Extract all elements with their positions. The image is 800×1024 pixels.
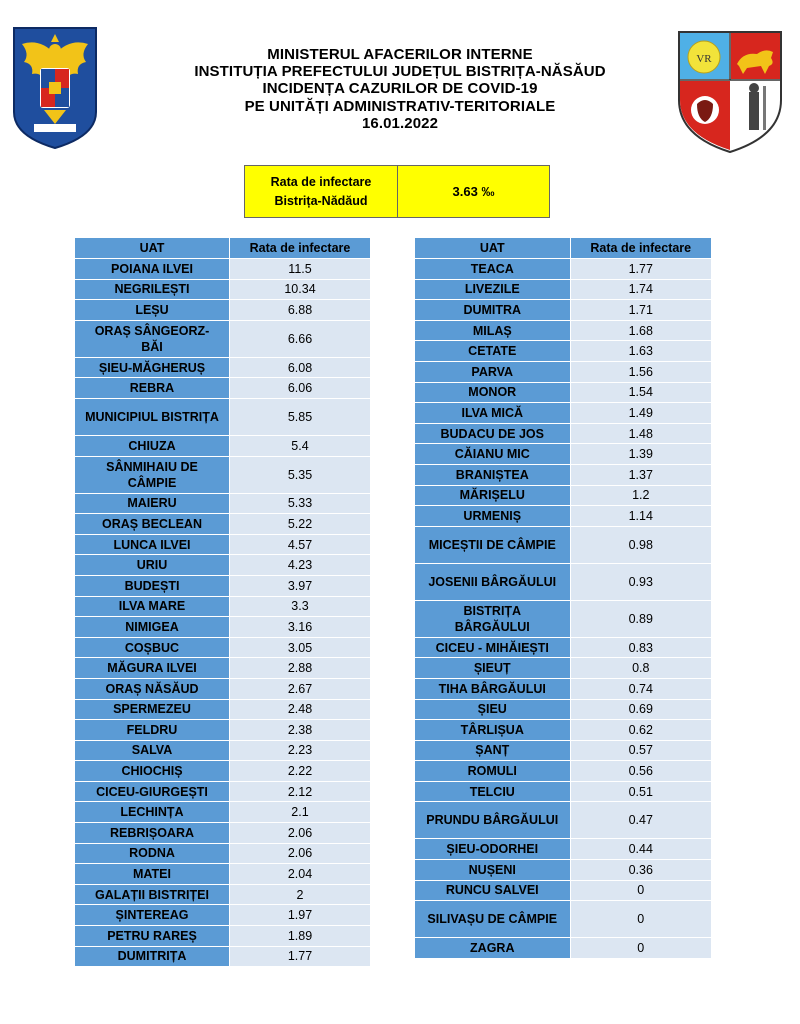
uat-name-cell: LUNCA ILVEI [75, 534, 230, 555]
uat-name-cell: LIVEZILE [415, 279, 571, 300]
uat-name-cell: REBRA [75, 378, 230, 399]
table-row [75, 884, 371, 905]
infection-rate-cell: 3.3 [230, 596, 371, 617]
infection-rate-cell: 3.97 [230, 575, 371, 596]
table-row [75, 699, 371, 720]
table-row [415, 699, 712, 720]
table-row [415, 658, 712, 679]
infection-rate-cell: 1.14 [570, 506, 711, 527]
uat-name-cell: MICEȘTII DE CÂMPIE [415, 526, 571, 563]
infection-rate-cell: 0.93 [570, 563, 711, 600]
right-infection-table [414, 237, 712, 959]
table-row [415, 259, 712, 280]
infection-rate-cell: 6.06 [230, 378, 371, 399]
uat-name-cell: CHIOCHIȘ [75, 761, 230, 782]
table-row [415, 444, 712, 465]
table-row [75, 740, 371, 761]
infection-rate-cell: 0.57 [570, 740, 711, 761]
county-rate-value: 3.63 ‰ [452, 184, 495, 199]
table-row [415, 403, 712, 424]
table-row [75, 279, 371, 300]
column-header-rate: Rata de infectare [230, 238, 371, 259]
uat-name-cell: ȘIEU [415, 699, 571, 720]
column-header-uat: UAT [75, 238, 230, 259]
infection-rate-cell: 1.63 [570, 341, 711, 362]
infection-rate-cell: 0.44 [570, 839, 711, 860]
infection-rate-cell: 1.2 [570, 485, 711, 506]
uat-name-cell: ȘINTEREAG [75, 905, 230, 926]
table-row [415, 600, 712, 637]
uat-name-cell: TELCIU [415, 781, 571, 802]
uat-name-cell: TEACA [415, 259, 571, 280]
uat-name-cell: BUDEȘTI [75, 575, 230, 596]
uat-name-cell: DUMITRA [415, 300, 571, 321]
uat-name-cell: CICEU - MIHĂIEȘTI [415, 637, 571, 658]
infection-rate-cell: 2.1 [230, 802, 371, 823]
infection-rate-cell: 0.56 [570, 761, 711, 782]
document-header [120, 46, 680, 132]
uat-name-cell: DUMITRIȚA [75, 946, 230, 967]
table-row [75, 926, 371, 947]
infection-rate-cell: 6.08 [230, 357, 371, 378]
table-row [415, 880, 712, 901]
header-title: INCIDENȚA CAZURILOR DE COVID-19 [262, 80, 538, 98]
column-header-rate: Rata de infectare [570, 238, 711, 259]
table-row [75, 435, 371, 456]
header-institution: INSTITUȚIA PREFECTULUI JUDEȚUL BISTRIȚA-NĂSĂUD [194, 63, 606, 81]
infection-rate-cell: 2.48 [230, 699, 371, 720]
uat-name-cell: MUNICIPIUL BISTRIȚA [75, 398, 230, 435]
uat-name-cell: PRUNDU BÂRGĂULUI [415, 802, 571, 839]
table-row [75, 720, 371, 741]
table-row [75, 637, 371, 658]
uat-name-cell: NIMIGEA [75, 617, 230, 638]
county-rate-label-line2: Bistrița-Nădăud [274, 193, 368, 208]
table-row [75, 658, 371, 679]
infection-rate-cell: 1.77 [230, 946, 371, 967]
table-row [75, 493, 371, 514]
uat-name-cell: GALAȚII BISTRIȚEI [75, 884, 230, 905]
infection-rate-cell: 1.89 [230, 926, 371, 947]
uat-name-cell: SÂNMIHAIU DE CÂMPIE [75, 456, 230, 493]
table-row [75, 761, 371, 782]
uat-name-cell: MĂRIȘELU [415, 485, 571, 506]
uat-name-cell: CHIUZA [75, 435, 230, 456]
uat-name-cell: CETATE [415, 341, 571, 362]
infection-rate-cell: 5.33 [230, 493, 371, 514]
table-row [75, 259, 371, 280]
infection-rate-cell: 1.39 [570, 444, 711, 465]
infection-rate-cell: 6.66 [230, 320, 371, 357]
county-rate-label-line1: Rata de infectare [270, 174, 372, 189]
table-row [415, 761, 712, 782]
table-row [415, 740, 712, 761]
table-row [415, 361, 712, 382]
uat-name-cell: BISTRIȚA BÂRGĂULUI [415, 600, 571, 637]
uat-name-cell: MATEI [75, 864, 230, 885]
uat-name-cell: BRANIȘTEA [415, 464, 571, 485]
infection-rate-cell: 0.98 [570, 526, 711, 563]
infection-rate-cell: 2.06 [230, 843, 371, 864]
uat-name-cell: ILVA MARE [75, 596, 230, 617]
table-row [415, 464, 712, 485]
table-row [75, 555, 371, 576]
infection-rate-cell: 2.23 [230, 740, 371, 761]
uat-name-cell: URIU [75, 555, 230, 576]
uat-name-cell: ȘIEU-MĂGHERUȘ [75, 357, 230, 378]
uat-name-cell: PARVA [415, 361, 571, 382]
infection-rate-cell: 10.34 [230, 279, 371, 300]
table-row [415, 341, 712, 362]
table-row [75, 398, 371, 435]
table-row [75, 946, 371, 967]
infection-rate-cell: 5.35 [230, 456, 371, 493]
header-subtitle: PE UNITĂȚI ADMINISTRATIV-TERITORIALE [244, 97, 556, 115]
table-row [75, 534, 371, 555]
uat-name-cell: RODNA [75, 843, 230, 864]
uat-name-cell: MILAȘ [415, 320, 571, 341]
table-row [415, 938, 712, 959]
table-row [415, 860, 712, 881]
table-header-row [75, 238, 371, 259]
infection-rate-cell: 5.4 [230, 435, 371, 456]
table-row [75, 864, 371, 885]
infection-rate-cell: 0.62 [570, 720, 711, 741]
uat-name-cell: ROMULI [415, 761, 571, 782]
bistrita-nasaud-coat-of-arms-icon [677, 30, 783, 154]
table-row [75, 823, 371, 844]
table-row [75, 617, 371, 638]
infection-rate-cell: 5.85 [230, 398, 371, 435]
infection-rate-cell: 0.47 [570, 802, 711, 839]
infection-rate-cell: 1.37 [570, 464, 711, 485]
uat-name-cell: ORAȘ SÂNGEORZ-BĂI [75, 320, 230, 357]
table-row [75, 843, 371, 864]
uat-name-cell: FELDRU [75, 720, 230, 741]
uat-name-cell: ORAȘ BECLEAN [75, 514, 230, 535]
table-row [75, 300, 371, 321]
infection-rate-cell: 1.71 [570, 300, 711, 321]
county-infection-rate-box [244, 165, 550, 218]
infection-rate-cell: 3.05 [230, 637, 371, 658]
infection-rate-cell: 2.04 [230, 864, 371, 885]
infection-rate-cell: 0.89 [570, 600, 711, 637]
uat-name-cell: RUNCU SALVEI [415, 880, 571, 901]
table-row [75, 596, 371, 617]
infection-rate-cell: 2.38 [230, 720, 371, 741]
uat-name-cell: MAIERU [75, 493, 230, 514]
infection-rate-cell: 0 [570, 901, 711, 938]
infection-rate-cell: 1.97 [230, 905, 371, 926]
infection-rate-cell: 0.83 [570, 637, 711, 658]
uat-name-cell: MĂGURA ILVEI [75, 658, 230, 679]
header-ministry: MINISTERUL AFACERILOR INTERNE [267, 46, 533, 63]
table-row [75, 456, 371, 493]
infection-rate-cell: 5.22 [230, 514, 371, 535]
uat-name-cell: ȘIEUȚ [415, 658, 571, 679]
table-row [415, 637, 712, 658]
uat-name-cell: POIANA ILVEI [75, 259, 230, 280]
infection-rate-cell: 1.68 [570, 320, 711, 341]
uat-name-cell: PETRU RAREȘ [75, 926, 230, 947]
table-row [415, 526, 712, 563]
table-row [415, 382, 712, 403]
table-row [415, 320, 712, 341]
left-infection-table [74, 237, 371, 967]
infection-rate-cell: 4.23 [230, 555, 371, 576]
uat-name-cell: CICEU-GIURGEȘTI [75, 781, 230, 802]
uat-name-cell: SALVA [75, 740, 230, 761]
header-date: 16.01.2022 [361, 114, 439, 132]
infection-rate-cell: 0.8 [570, 658, 711, 679]
infection-rate-cell: 1.74 [570, 279, 711, 300]
uat-name-cell: NEGRILEȘTI [75, 279, 230, 300]
infection-rate-cell: 3.16 [230, 617, 371, 638]
infection-rate-cell: 6.88 [230, 300, 371, 321]
infection-rate-cell: 1.77 [570, 259, 711, 280]
mai-coat-of-arms-icon [10, 24, 100, 152]
uat-name-cell: ORAȘ NĂSĂUD [75, 678, 230, 699]
table-row [75, 575, 371, 596]
uat-name-cell: ȘIEU-ODORHEI [415, 839, 571, 860]
uat-name-cell: LEȘU [75, 300, 230, 321]
uat-name-cell: TIHA BÂRGĂULUI [415, 678, 571, 699]
uat-name-cell: CĂIANU MIC [415, 444, 571, 465]
infection-rate-cell: 2 [230, 884, 371, 905]
table-row [415, 839, 712, 860]
uat-name-cell: BUDACU DE JOS [415, 423, 571, 444]
table-row [415, 678, 712, 699]
infection-rate-cell: 2.12 [230, 781, 371, 802]
table-row [415, 563, 712, 600]
infection-rate-cell: 0.51 [570, 781, 711, 802]
uat-name-cell: TÂRLIȘUA [415, 720, 571, 741]
infection-rate-cell: 0 [570, 880, 711, 901]
infection-rate-cell: 1.54 [570, 382, 711, 403]
table-row [415, 279, 712, 300]
infection-rate-cell: 4.57 [230, 534, 371, 555]
table-row [75, 678, 371, 699]
table-row [75, 378, 371, 399]
table-row [415, 423, 712, 444]
infection-rate-cell: 2.88 [230, 658, 371, 679]
uat-name-cell: SILIVAȘU DE CÂMPIE [415, 901, 571, 938]
table-row [75, 802, 371, 823]
uat-name-cell: ILVA MICĂ [415, 403, 571, 424]
table-row [415, 506, 712, 527]
svg-text:VR: VR [696, 53, 712, 65]
infection-rate-cell: 0.36 [570, 860, 711, 881]
infection-rate-cell: 0 [570, 938, 711, 959]
infection-rate-cell: 2.06 [230, 823, 371, 844]
table-row [75, 905, 371, 926]
infection-rate-cell: 0.69 [570, 699, 711, 720]
infection-rate-cell: 11.5 [230, 259, 371, 280]
uat-name-cell: COȘBUC [75, 637, 230, 658]
uat-name-cell: SPERMEZEU [75, 699, 230, 720]
infection-rate-cell: 2.67 [230, 678, 371, 699]
county-rate-label [245, 166, 398, 217]
table-row [415, 781, 712, 802]
uat-name-cell: LECHINȚA [75, 802, 230, 823]
table-row [75, 320, 371, 357]
uat-name-cell: URMENIȘ [415, 506, 571, 527]
uat-name-cell: NUȘENI [415, 860, 571, 881]
table-row [415, 300, 712, 321]
table-row [75, 514, 371, 535]
table-row [415, 901, 712, 938]
infection-rate-cell: 1.56 [570, 361, 711, 382]
table-row [415, 802, 712, 839]
infection-rate-cell: 2.22 [230, 761, 371, 782]
uat-name-cell: ZAGRA [415, 938, 571, 959]
table-row [415, 485, 712, 506]
uat-name-cell: ȘANȚ [415, 740, 571, 761]
infection-rate-cell: 0.74 [570, 678, 711, 699]
infection-rate-cell: 1.49 [570, 403, 711, 424]
uat-name-cell: REBRIȘOARA [75, 823, 230, 844]
column-header-uat: UAT [415, 238, 571, 259]
table-row [75, 357, 371, 378]
table-row [415, 720, 712, 741]
infection-rate-cell: 1.48 [570, 423, 711, 444]
table-header-row [415, 238, 712, 259]
uat-name-cell: MONOR [415, 382, 571, 403]
uat-name-cell: JOSENII BÂRGĂULUI [415, 563, 571, 600]
table-row [75, 781, 371, 802]
